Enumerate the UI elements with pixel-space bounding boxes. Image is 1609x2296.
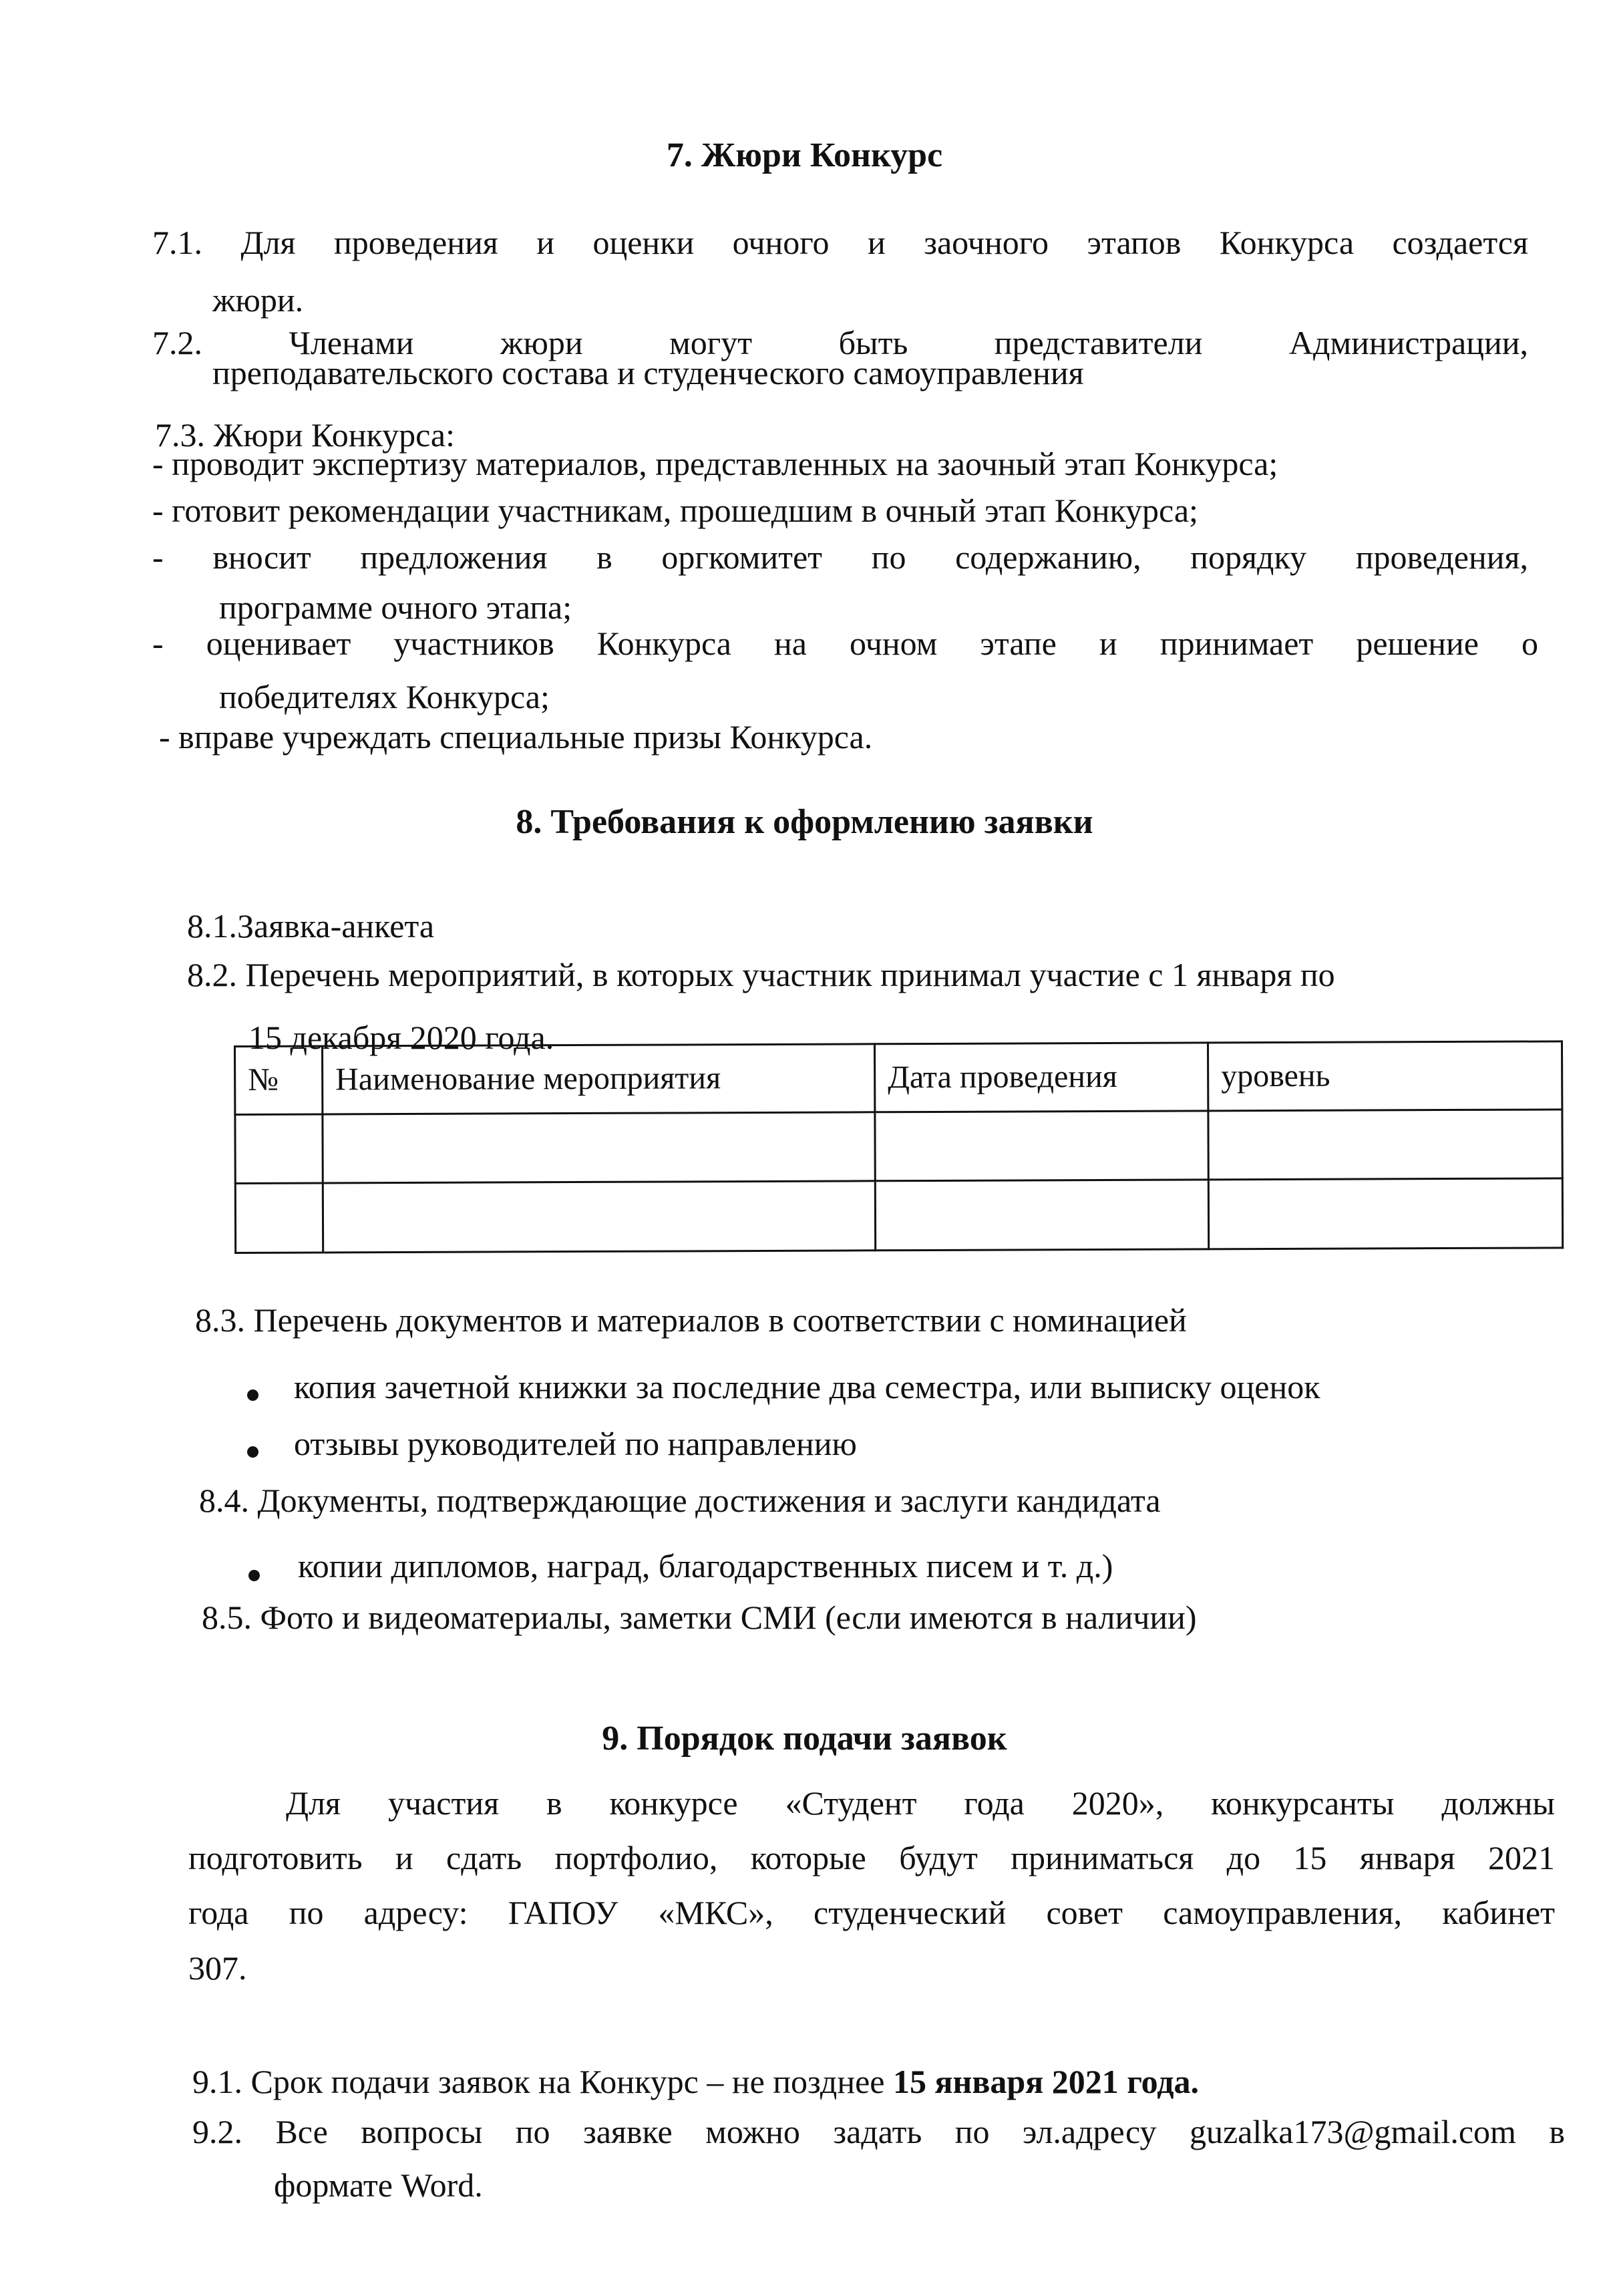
bullet-item-2: отзывы руководителей по направлению [294, 1425, 857, 1462]
jury-item-4-line2: победителях Конкурса; [219, 678, 550, 715]
table-header-row [235, 1041, 1562, 1114]
bullet-item-3: копии дипломов, наград, благодарственных писем и т. д.) [298, 1547, 1113, 1585]
deadline-date: 15 января 2021 года. [892, 2063, 1200, 2100]
paragraph-9-line4: 307. [188, 1949, 247, 1987]
bullet-item-1: копия зачетной книжки за последние два семестра, или выписку оценок [294, 1368, 1320, 1406]
paragraph-9-1-text: 9.1. Срок подачи заявок на Конкурс – не позднее [192, 2063, 893, 2100]
section-9-title: 9. Порядок подачи заявок [602, 1719, 1007, 1758]
table-cell [323, 1181, 875, 1253]
bullet-dot-icon [247, 1446, 258, 1458]
paragraph-8-2-line1: 8.2. Перечень мероприятий, в которых участник принимал участие с 1 января по [187, 956, 1335, 993]
paragraph-8-4: 8.4. Документы, подтверждающие достижения и заслуги кандидата [199, 1482, 1161, 1519]
jury-item-3-line1: - вносит предложения в оргкомитет по содержанию, порядку проведения, [152, 538, 1528, 576]
table-cell [235, 1183, 323, 1253]
events-table [234, 1040, 1564, 1254]
table-header-date: Дата проведения [874, 1043, 1208, 1112]
paragraph-7-2-line1: 7.2. Членами жюри могут быть представители Администрации, [152, 324, 1528, 361]
paragraph-9-2-line2: формате Word. [274, 2166, 483, 2204]
paragraph-7-1-line1: 7.1. Для проведения и оценки очного и заочного этапов Конкурса создается [152, 224, 1528, 261]
table-cell [235, 1114, 323, 1184]
paragraph-9-line1: Для участия в конкурсе «Студент года 2020», конкурсанты должны [286, 1784, 1555, 1822]
table-header-event-name: Наименование мероприятия [323, 1044, 875, 1114]
paragraph-9-line3: года по адресу: ГАПОУ «МКС», студенческий совет самоуправления, кабинет [188, 1894, 1555, 1931]
table-cell [1208, 1178, 1562, 1249]
jury-item-5: - вправе учреждать специальные призы Конкурса. [159, 718, 873, 756]
jury-item-3-line2: программе очного этапа; [219, 589, 572, 626]
paragraph-9-1 [192, 2061, 1199, 2103]
table-cell [1208, 1110, 1562, 1180]
paragraph-7-3: 7.3. Жюри Конкурса: [155, 416, 455, 454]
jury-item-1: - проводит экспертизу материалов, представленных на заочный этап Конкурса; [152, 445, 1278, 482]
section-8-title: 8. Требования к оформлению заявки [516, 803, 1093, 841]
table-cell [875, 1111, 1208, 1182]
paragraph-8-2-line2: 15 декабря 2020 года. [248, 1019, 554, 1056]
paragraph-7-2-line2: преподавательского состава и студенческого самоуправления [212, 354, 1084, 391]
table-row [235, 1178, 1562, 1253]
bullet-dot-icon [248, 1570, 260, 1581]
table-cell [875, 1180, 1208, 1251]
paragraph-8-1: 8.1.Заявка-анкета [187, 907, 435, 945]
table-row [235, 1110, 1562, 1184]
paragraph-8-5: 8.5. Фото и видеоматериалы, заметки СМИ (если имеются в наличии) [202, 1599, 1197, 1636]
bullet-dot-icon [247, 1389, 258, 1401]
jury-item-4-line1: - оценивает участников Конкурса на очном этапе и принимает решение о [152, 625, 1538, 662]
paragraph-9-line2: подготовить и сдать портфолио, которые будут приниматься до 15 января 2021 [188, 1839, 1555, 1876]
paragraph-7-1-line2: жюри. [212, 281, 304, 319]
paragraph-9-2-line1: 9.2. Все вопросы по заявке можно задать по эл.адресу guzalka173@gmail.com в [192, 2113, 1565, 2150]
jury-item-2: - готовит рекомендации участникам, прошедшим в очный этап Конкурса; [152, 492, 1198, 529]
section-7-title: 7. Жюри Конкурс [666, 136, 943, 174]
table-header-level: уровень [1208, 1041, 1562, 1111]
table-cell [323, 1112, 875, 1183]
table-header-number: № [235, 1046, 323, 1114]
paragraph-8-3: 8.3. Перечень документов и материалов в соответствии с номинацией [195, 1301, 1187, 1339]
